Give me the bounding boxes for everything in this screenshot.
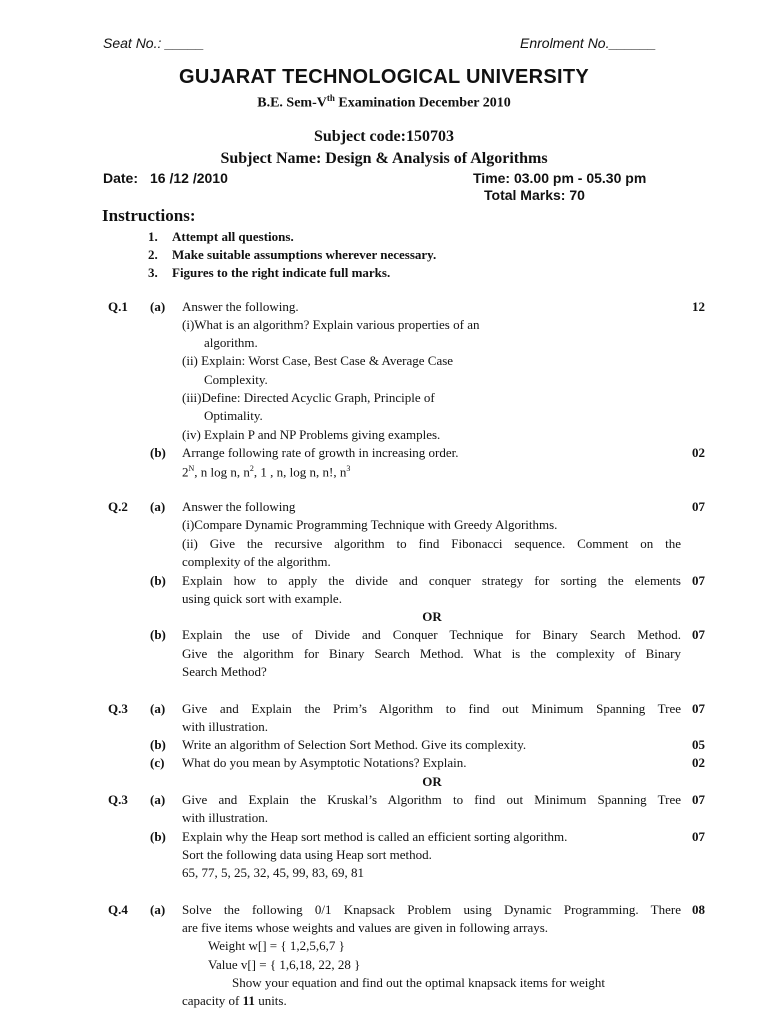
question-text: What do you mean by Asymptotic Notations? Explain. [182,755,467,770]
instruction-item [148,265,390,281]
question-number: Q.3 [108,792,128,807]
part-label: (b) [150,573,166,588]
part-label: (b) [150,737,166,752]
capacity-pre: capacity of [182,993,243,1008]
question-text: are five items whose weights and values are given in following arrays. [182,920,549,935]
question-text: Answer the following. [182,299,299,314]
instruction-number: 1. [148,229,158,244]
exam-title-sup: th [326,93,335,103]
growth-term: , n log n, n [194,464,250,480]
heap-sort-data: 65, 77, 5, 25, 32, 45, 99, 83, 69, 81 [182,865,364,880]
exam-time: Time: 03.00 pm - 05.30 pm [473,170,647,186]
instruction-number: 2. [148,247,158,262]
subject-name: Subject Name: Design & Analysis of Algorithms [220,150,548,167]
marks: 05 [692,737,705,752]
question-number: Q.1 [108,299,128,314]
question-text: Solve the following 0/1 Knapsack Problem using Dynamic Programming. There [182,902,681,917]
question-text: (i)Compare Dynamic Programming Technique with Greedy Algorithms. [182,517,558,532]
question-text [182,993,287,1009]
seat-number: Seat No.: _____ [103,35,205,51]
instruction-text: Make suitable assumptions wherever necessary. [172,247,437,262]
question-text: Give and Explain the Prim’s Algorithm to find out Minimum Spanning Tree [182,701,681,716]
question-text: Complexity. [204,372,268,387]
instruction-number: 3. [148,265,158,280]
part-label: (c) [150,755,165,770]
or-separator: OR [422,774,442,789]
part-label: (a) [150,701,166,716]
instruction-text: Figures to the right indicate full marks. [172,265,391,280]
marks: 07 [692,627,705,642]
university-title: GUJARAT TECHNOLOGICAL UNIVERSITY [179,66,589,88]
question-text: (iii)Define: Directed Acyclic Graph, Principle of [182,390,435,405]
enrolment-number: Enrolment No.______ [520,35,657,51]
question-text: complexity of the algorithm. [182,554,331,569]
question-text: Sort the following data using Heap sort method. [182,847,432,862]
marks: 12 [692,299,705,314]
growth-term: 2 [182,464,189,480]
capacity-post: units. [254,993,287,1008]
exam-date [103,170,228,186]
exam-title-post: Examination December 2010 [334,95,511,111]
part-label: (b) [150,627,166,642]
part-label: (a) [150,299,166,314]
instructions-heading: Instructions: [102,206,196,225]
part-label: (a) [150,792,166,807]
marks: 02 [692,755,705,770]
growth-term: , 1 , n, log n, n!, n [253,464,347,480]
marks: 07 [692,792,705,807]
question-text: algorithm. [204,335,258,350]
question-text: Optimality. [204,408,263,423]
date-label: Date: [103,170,139,186]
subject-code: Subject code:150703 [314,128,454,145]
growth-exponent: 2 [249,464,254,473]
marks: 07 [692,701,705,716]
question-text: Explain why the Heap sort method is called an efficient sorting algorithm. [182,829,568,844]
part-label: (a) [150,902,166,917]
marks: 02 [692,445,705,460]
marks: 07 [692,499,705,514]
question-text: (i)What is an algorithm? Explain various properties of an [182,317,480,332]
question-text: using quick sort with example. [182,591,342,606]
growth-exponent: N [188,464,195,473]
question-text: Explain how to apply the divide and conquer strategy for sorting the elements [182,573,681,588]
value-array: Value v[] = { 1,6,18, 22, 28 } [208,957,361,972]
question-text: Explain the use of Divide and Conquer Technique for Binary Search Method. [182,627,681,642]
question-text: with illustration. [182,810,268,825]
part-label: (a) [150,499,166,514]
question-text: Give and Explain the Kruskal’s Algorithm to find out Minimum Spanning Tree [182,792,681,807]
marks: 07 [692,573,705,588]
question-text: (ii) Give the recursive algorithm to find Fibonacci sequence. Comment on the [182,536,681,551]
instruction-text: Attempt all questions. [172,229,294,244]
question-text: Give the algorithm for Binary Search Method. What is the complexity of Binary [182,646,681,661]
total-marks: Total Marks: 70 [484,187,585,203]
question-number: Q.4 [108,902,128,917]
or-separator: OR [422,609,442,624]
exam-title [0,93,768,112]
instruction-item [148,247,436,263]
exam-title-pre: B.E. Sem-V [257,95,327,111]
question-number: Q.2 [108,499,128,514]
marks: 08 [692,902,705,917]
question-text: Write an algorithm of Selection Sort Method. Give its complexity. [182,737,527,752]
question-text: (iv) Explain P and NP Problems giving examples. [182,427,441,442]
question-text: Arrange following rate of growth in increasing order. [182,445,459,460]
part-label: (b) [150,445,166,460]
question-number: Q.3 [108,701,128,716]
capacity-value: 11 [242,993,255,1008]
question-text: Answer the following [182,499,296,514]
question-text: Show your equation and find out the optimal knapsack items for weight [232,975,605,990]
date-value: 16 /12 /2010 [150,170,228,186]
weight-array: Weight w[] = { 1,2,5,6,7 } [208,938,345,953]
question-text: with illustration. [182,719,268,734]
part-label: (b) [150,829,166,844]
marks: 07 [692,829,705,844]
question-text: (ii) Explain: Worst Case, Best Case & Average Case [182,353,454,368]
growth-rate-list [182,464,350,480]
question-text: Search Method? [182,664,267,679]
instruction-item [148,229,294,245]
growth-exponent: 3 [346,464,351,473]
